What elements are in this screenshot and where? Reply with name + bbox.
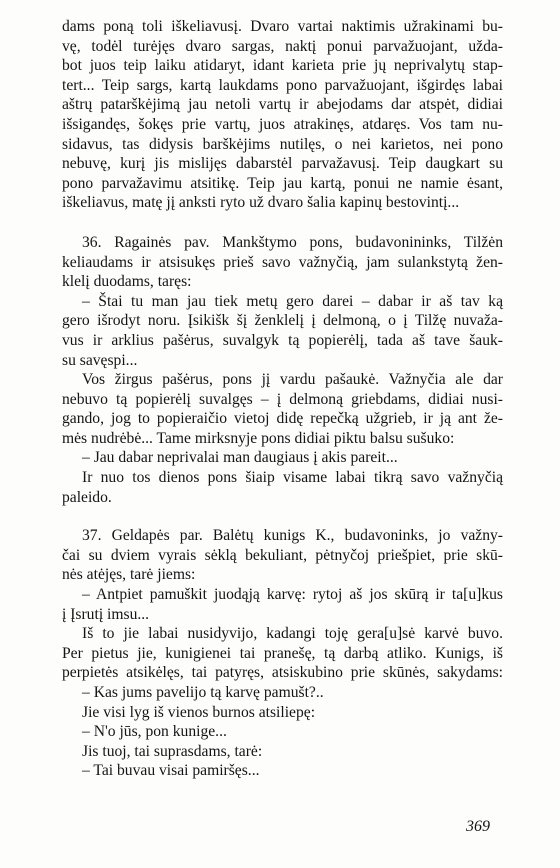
text-line: mės nudrėbė... Tame mirksnyje pons didiai piktu balsu sušuko: <box>62 429 455 447</box>
text-line: pono parvažavimu atsitikę. Teip jau kartą, ponui ne namie ėsant, <box>62 174 503 192</box>
text-line: nebuvę, kurį jis mislijęs dabarstėl parvažavusį. Teip daugkart su <box>62 155 503 173</box>
text-line: Per pietus jie, kunigienei tai pranešę, tą darbą atliko. Kunigs, iš <box>62 644 503 662</box>
text-column <box>62 17 503 781</box>
text-line: 37. Geldapės par. Balėtų kunigs K., budavoninks, jo važny- <box>82 527 503 545</box>
text-line: nebuvo tą popierėlį suvalgęs – į delmoną griebdams, didiai nusi- <box>62 390 503 408</box>
paragraph-legend-end <box>62 17 503 213</box>
text-line: – Štai tu man jau tiek metų gero darei – dabar ir aš tav ką <box>82 292 503 310</box>
text-line: bot juos teip laiku atidaryt, idant karieta prie jų neprivalytų stap- <box>62 57 503 75</box>
text-line: Iš to jie labai nusidyvijo, kadangi toję gera[u]sė karvė buvo. <box>82 625 503 643</box>
text-line: – Kas jums pavelijo tą karvę pamušt?.. <box>82 684 324 701</box>
text-line: 36. Ragainės pav. Mankštymo pons, budavonininks, Tilžėn <box>82 233 503 251</box>
paragraph-spacer <box>62 507 503 526</box>
text-line: – N'o jūs, pon kunige... <box>82 723 227 741</box>
text-line: perpietės atsikėlęs, tai patyręs, atsiskubino prie skūnės, sakydams: <box>62 664 503 682</box>
paragraph-legend-36 <box>62 233 503 507</box>
text-line: paleido. <box>62 488 112 506</box>
text-line: tert... Teip sargs, kartą laukdams pono parvažuojant, išgirdęs labai <box>62 76 503 94</box>
text-line: nės atėjęs, tarė jiems: <box>62 566 196 584</box>
text-line: – Jau dabar neprivalai man daugiaus į akis pareit... <box>82 449 398 467</box>
text-line: Jie visi lyg iš vienos burnos atsiliepę: <box>82 703 316 721</box>
text-line: su savęspi... <box>62 351 138 369</box>
text-line: keliaudams ir atsisukęs prieš savo važnyčią, jam sulankstytą žen- <box>62 253 503 271</box>
text-line: į Įsrutį imsu... <box>62 605 150 623</box>
paragraph-legend-37 <box>62 526 503 781</box>
text-line: dams poną toli iškeliavusį. Dvaro vartai naktimis užrakinami bu- <box>62 18 503 35</box>
text-line: Ir nuo tos dienos pons šiaip visame labai tikrą savo važnyčią <box>82 469 503 487</box>
text-line: Jis tuoj, tai suprasdams, tarė: <box>82 742 263 760</box>
text-line: – Tai buvau visai pamiršęs... <box>82 762 260 780</box>
text-line: čai su dviem vyrais sėklą bekuliant, pėtnyčoj priešpiet, prie skū- <box>62 546 503 564</box>
text-line: gero išrodyt noru. Įsikišk šį ženklelį į delmoną, o į Tilžę nuvaža- <box>62 312 503 330</box>
text-line: išsigandęs, šokęs prie vartų, juos atrakinęs, atdaręs. Vos tam nu- <box>62 115 503 133</box>
text-line: sidavus, tas didysis barškėjims nutilęs, o nei karietos, nei pono <box>62 135 503 153</box>
text-line: vę, todėl turėjęs dvaro sargas, naktį ponui parvažuojant, užda- <box>62 37 503 55</box>
text-line: klelį duodams, taręs: <box>62 273 192 291</box>
paragraph-spacer <box>62 213 503 233</box>
text-line: aštrų patarškėjimą jau netoli vartų ir abejodams dar atspėt, didiai <box>62 96 503 114</box>
text-line: – Antpiet pamuškit juodąją karvę: rytoj aš jos skūrą ir ta[u]kus <box>82 586 503 604</box>
page-number: 369 <box>466 818 490 835</box>
text-line: Vos žirgus pašėrus, pons jį vardu pašaukė. Važnyčia ale dar <box>82 371 503 389</box>
text-line: iškeliavus, matę jį anksti ryto už dvaro šalia kapinų bestovintį... <box>62 194 460 212</box>
text-line: gando, jog to popieraičio vietoj didę repečką užgrieb, ir ją ant že- <box>62 410 503 428</box>
text-line: vus ir arklius pašėrus, suvalgyk tą popierėlį, tada aš tave šauk- <box>62 331 503 349</box>
